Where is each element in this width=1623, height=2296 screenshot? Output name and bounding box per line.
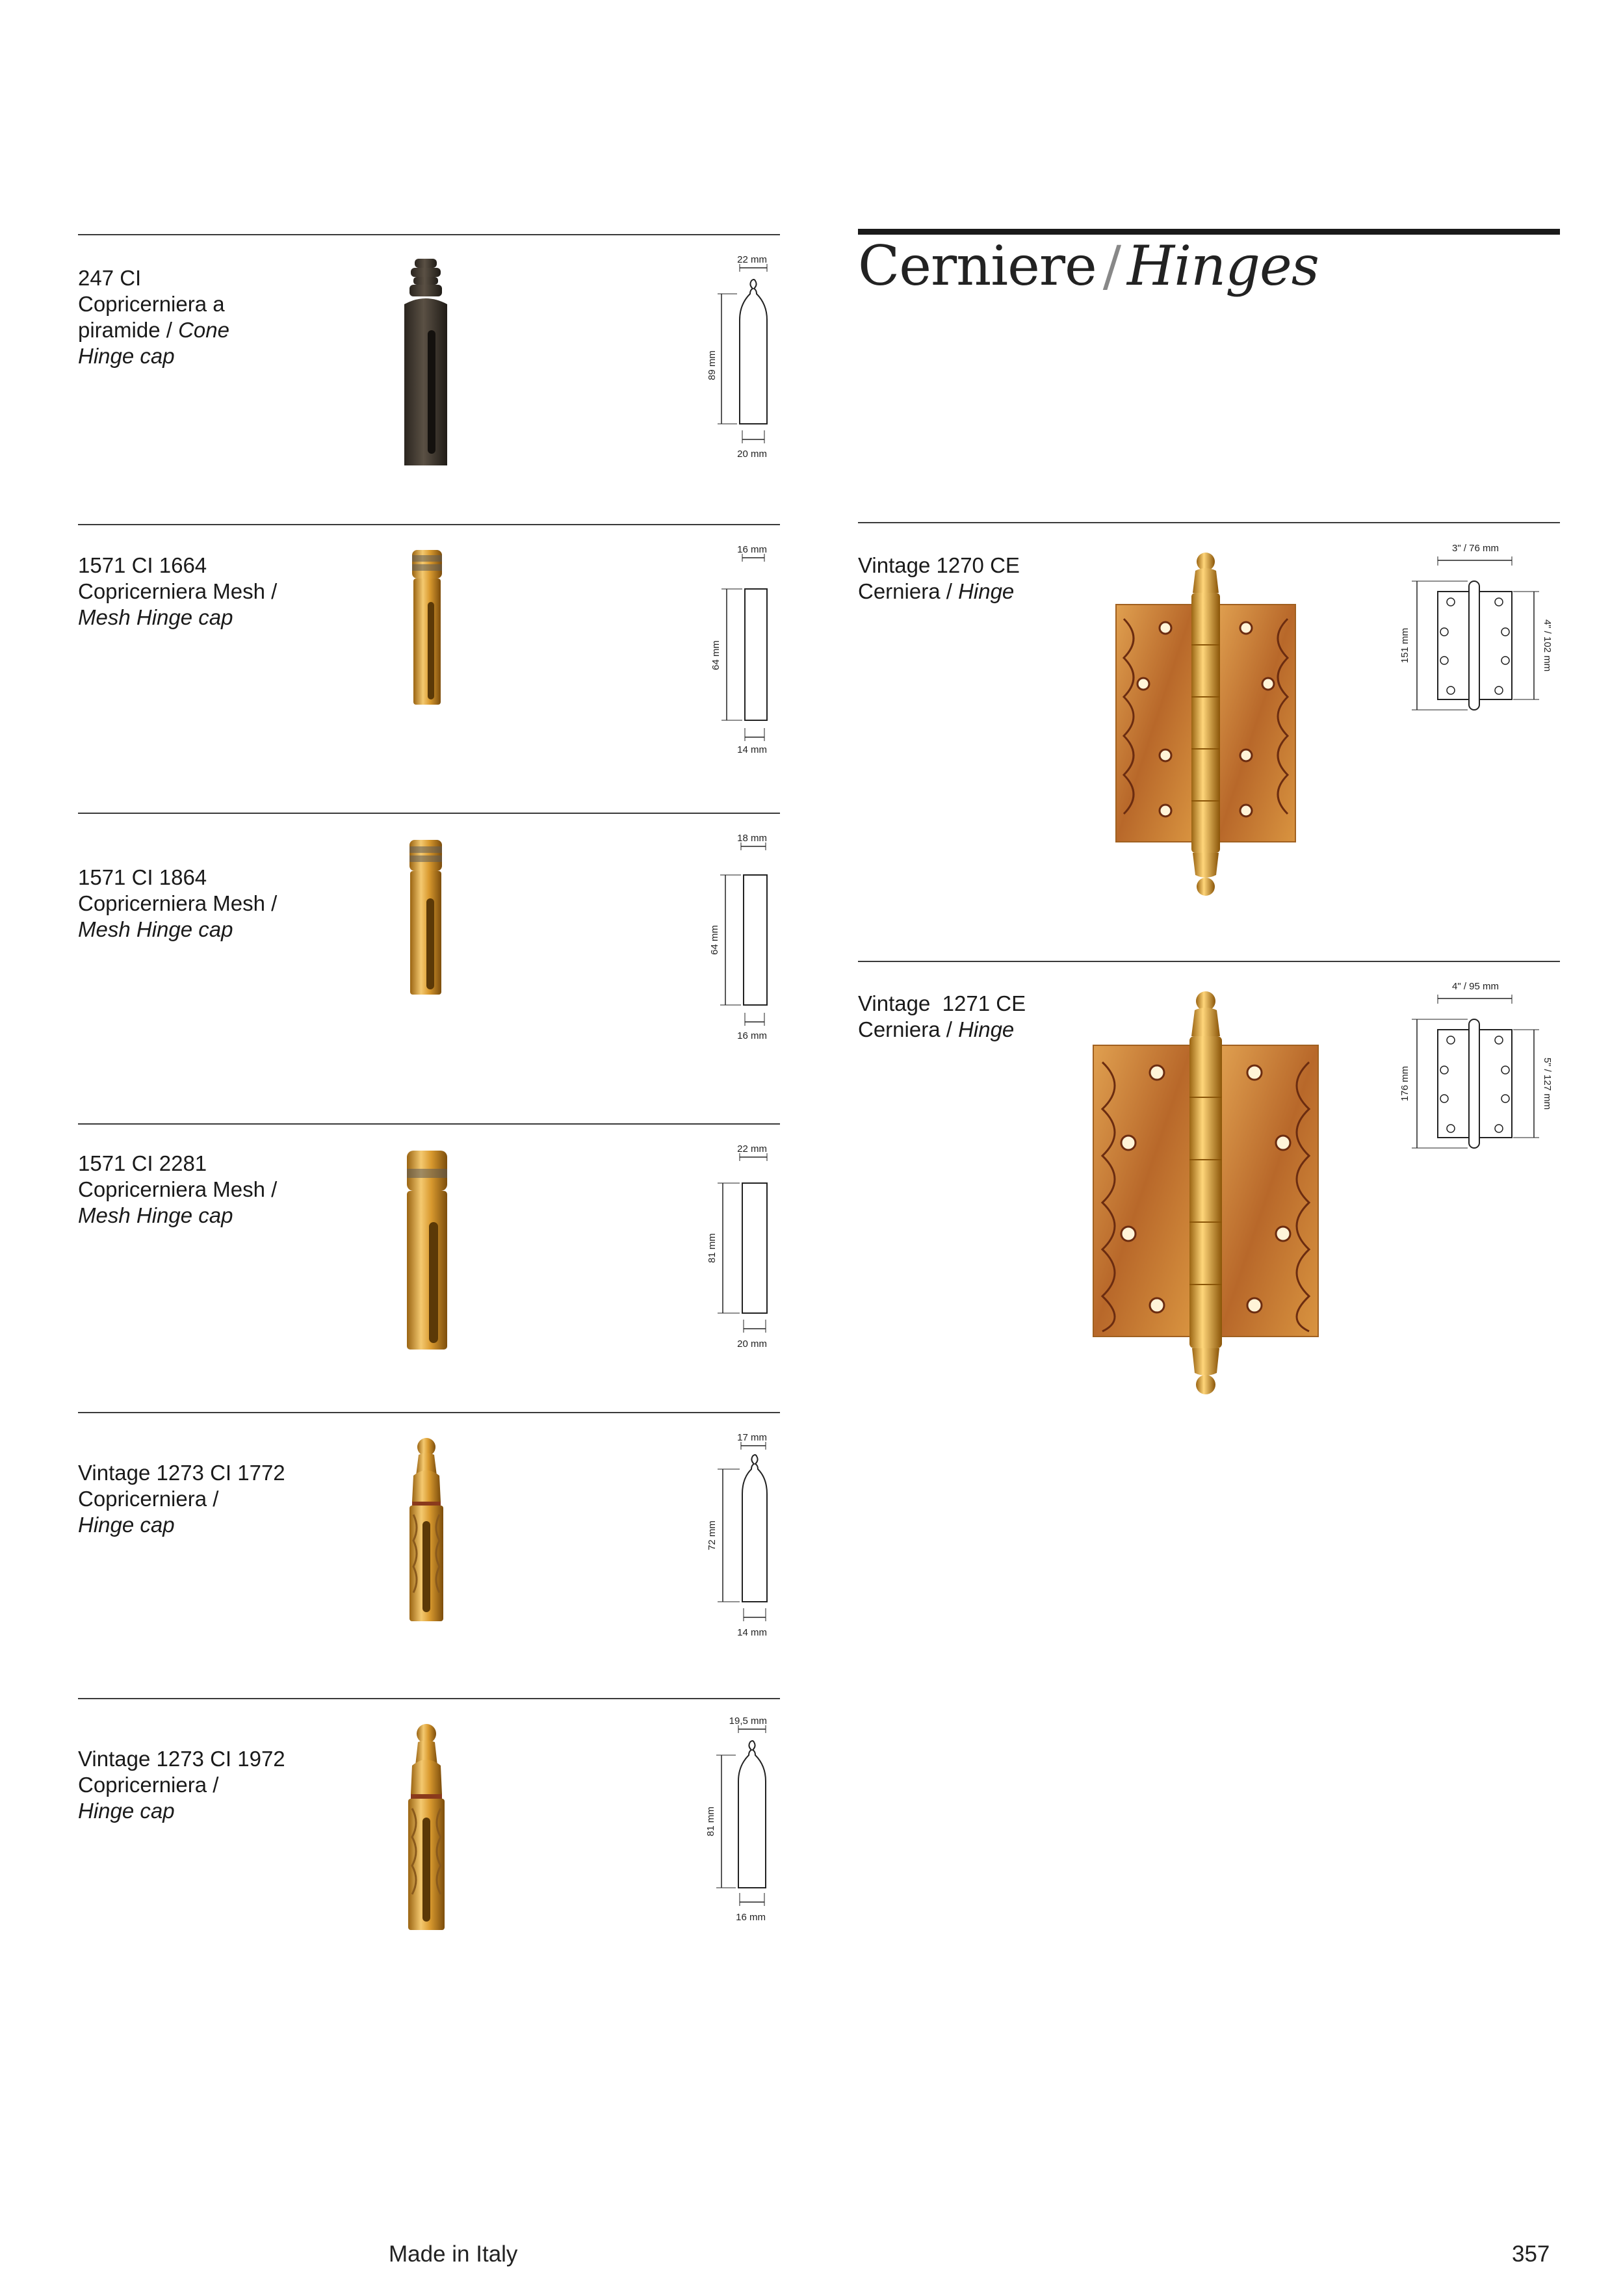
- dim-top: 22 mm: [737, 255, 767, 265]
- hinge-photo: [1092, 987, 1319, 1400]
- product-name-it: Copricerniera /: [78, 1487, 219, 1511]
- footer-made-in: Made in Italy: [389, 2241, 518, 2267]
- product-text: [858, 553, 1131, 605]
- dim-bottom: 16 mm: [737, 1030, 767, 1041]
- divider: [78, 524, 780, 525]
- hinge-photo: [1115, 547, 1297, 902]
- product-name: Cerniera / Hinge: [858, 1017, 1015, 1041]
- product-code: 1571 CI 1864: [78, 865, 207, 889]
- product-text: [78, 265, 351, 369]
- dim-side: 72 mm: [707, 1520, 718, 1550]
- product-code: 1571 CI 1664: [78, 553, 207, 577]
- dim-bottom: 14 mm: [737, 744, 767, 755]
- dimension-drawing: [702, 1433, 780, 1647]
- divider: [78, 1698, 780, 1699]
- divider: [78, 1412, 780, 1413]
- dim-bottom: 20 mm: [737, 1338, 767, 1350]
- dim-top: 18 mm: [737, 833, 767, 844]
- dim-right: 5" / 127 mm: [1542, 1057, 1553, 1110]
- title-separator: /: [1102, 234, 1121, 298]
- page-title: [858, 234, 1319, 298]
- dim-bottom: 16 mm: [736, 1912, 766, 1923]
- dim-top: 17 mm: [737, 1433, 767, 1443]
- product-text: [78, 1746, 351, 1824]
- product-name-en: Mesh Hinge cap: [78, 1203, 233, 1227]
- hinge-cap-photo: [399, 1723, 454, 1934]
- product-name-it: Copricerniera /: [78, 1773, 219, 1797]
- divider: [78, 234, 780, 235]
- product-name-it: Copricerniera Mesh /: [78, 579, 278, 603]
- hinge-cap-photo: [402, 840, 451, 996]
- product-code: Vintage 1273 CI 1772: [78, 1461, 285, 1485]
- product-code: 247 CI: [78, 266, 142, 290]
- dimension-drawing: [702, 1716, 780, 1931]
- product-name-it: piramide / Cone: [78, 318, 229, 342]
- divider: [858, 522, 1560, 523]
- dim-side: 64 mm: [710, 640, 721, 670]
- dim-side: 89 mm: [707, 350, 718, 380]
- title-italian: Cerniere: [858, 234, 1097, 298]
- divider: [78, 1123, 780, 1125]
- dimension-drawing: [1384, 540, 1560, 728]
- product-name-en: Mesh Hinge cap: [78, 917, 233, 941]
- product-name-it: Copricerniera a: [78, 292, 225, 316]
- title-english: Hinges: [1127, 234, 1319, 298]
- dim-right: 4" / 102 mm: [1542, 619, 1553, 672]
- product-name: Cerniera / Hinge: [858, 579, 1015, 603]
- dim-top: 22 mm: [737, 1144, 767, 1155]
- page-number: 357: [1512, 2241, 1550, 2267]
- product-code: Vintage 1270 CE: [858, 553, 1020, 577]
- product-name-it: Copricerniera Mesh /: [78, 891, 278, 915]
- dim-side: 81 mm: [705, 1807, 716, 1836]
- product-text: [78, 865, 351, 943]
- product-code: Vintage 1273 CI 1972: [78, 1747, 285, 1771]
- dimension-drawing: [702, 833, 780, 1048]
- dim-left: 176 mm: [1399, 1065, 1410, 1102]
- product-code: Vintage 1271 CE: [858, 991, 1026, 1015]
- product-text: [78, 1151, 351, 1229]
- divider: [78, 813, 780, 814]
- product-name-en: Hinge cap: [78, 1799, 175, 1823]
- product-name-en: Mesh Hinge cap: [78, 605, 233, 629]
- dim-left: 151 mm: [1399, 627, 1410, 664]
- hinge-cap-photo: [404, 550, 450, 706]
- hinge-cap-photo: [400, 1437, 452, 1625]
- product-name-it: Copricerniera Mesh /: [78, 1177, 278, 1201]
- dim-top: 19,5 mm: [729, 1716, 767, 1727]
- dim-side: 64 mm: [709, 925, 720, 955]
- product-text: [78, 1460, 351, 1538]
- dim-bottom: 20 mm: [737, 449, 767, 460]
- dim-side: 81 mm: [707, 1233, 718, 1263]
- dimension-drawing: [702, 255, 780, 469]
- dim-top: 16 mm: [737, 545, 767, 555]
- hinge-cap-photo: [396, 259, 455, 470]
- product-name-en: Hinge cap: [78, 1513, 175, 1537]
- dimension-drawing: [702, 1144, 780, 1359]
- divider: [858, 961, 1560, 962]
- dimension-drawing: [702, 545, 780, 759]
- product-code: 1571 CI 2281: [78, 1151, 207, 1175]
- dimension-drawing: [1384, 978, 1560, 1166]
- product-name-en: Hinge cap: [78, 344, 175, 368]
- dim-top: 4" / 95 mm: [1451, 981, 1500, 992]
- dim-bottom: 14 mm: [737, 1627, 767, 1638]
- product-text: [858, 991, 1131, 1043]
- product-text: [78, 553, 351, 631]
- hinge-cap-photo: [398, 1151, 456, 1352]
- dim-top: 3" / 76 mm: [1451, 543, 1500, 554]
